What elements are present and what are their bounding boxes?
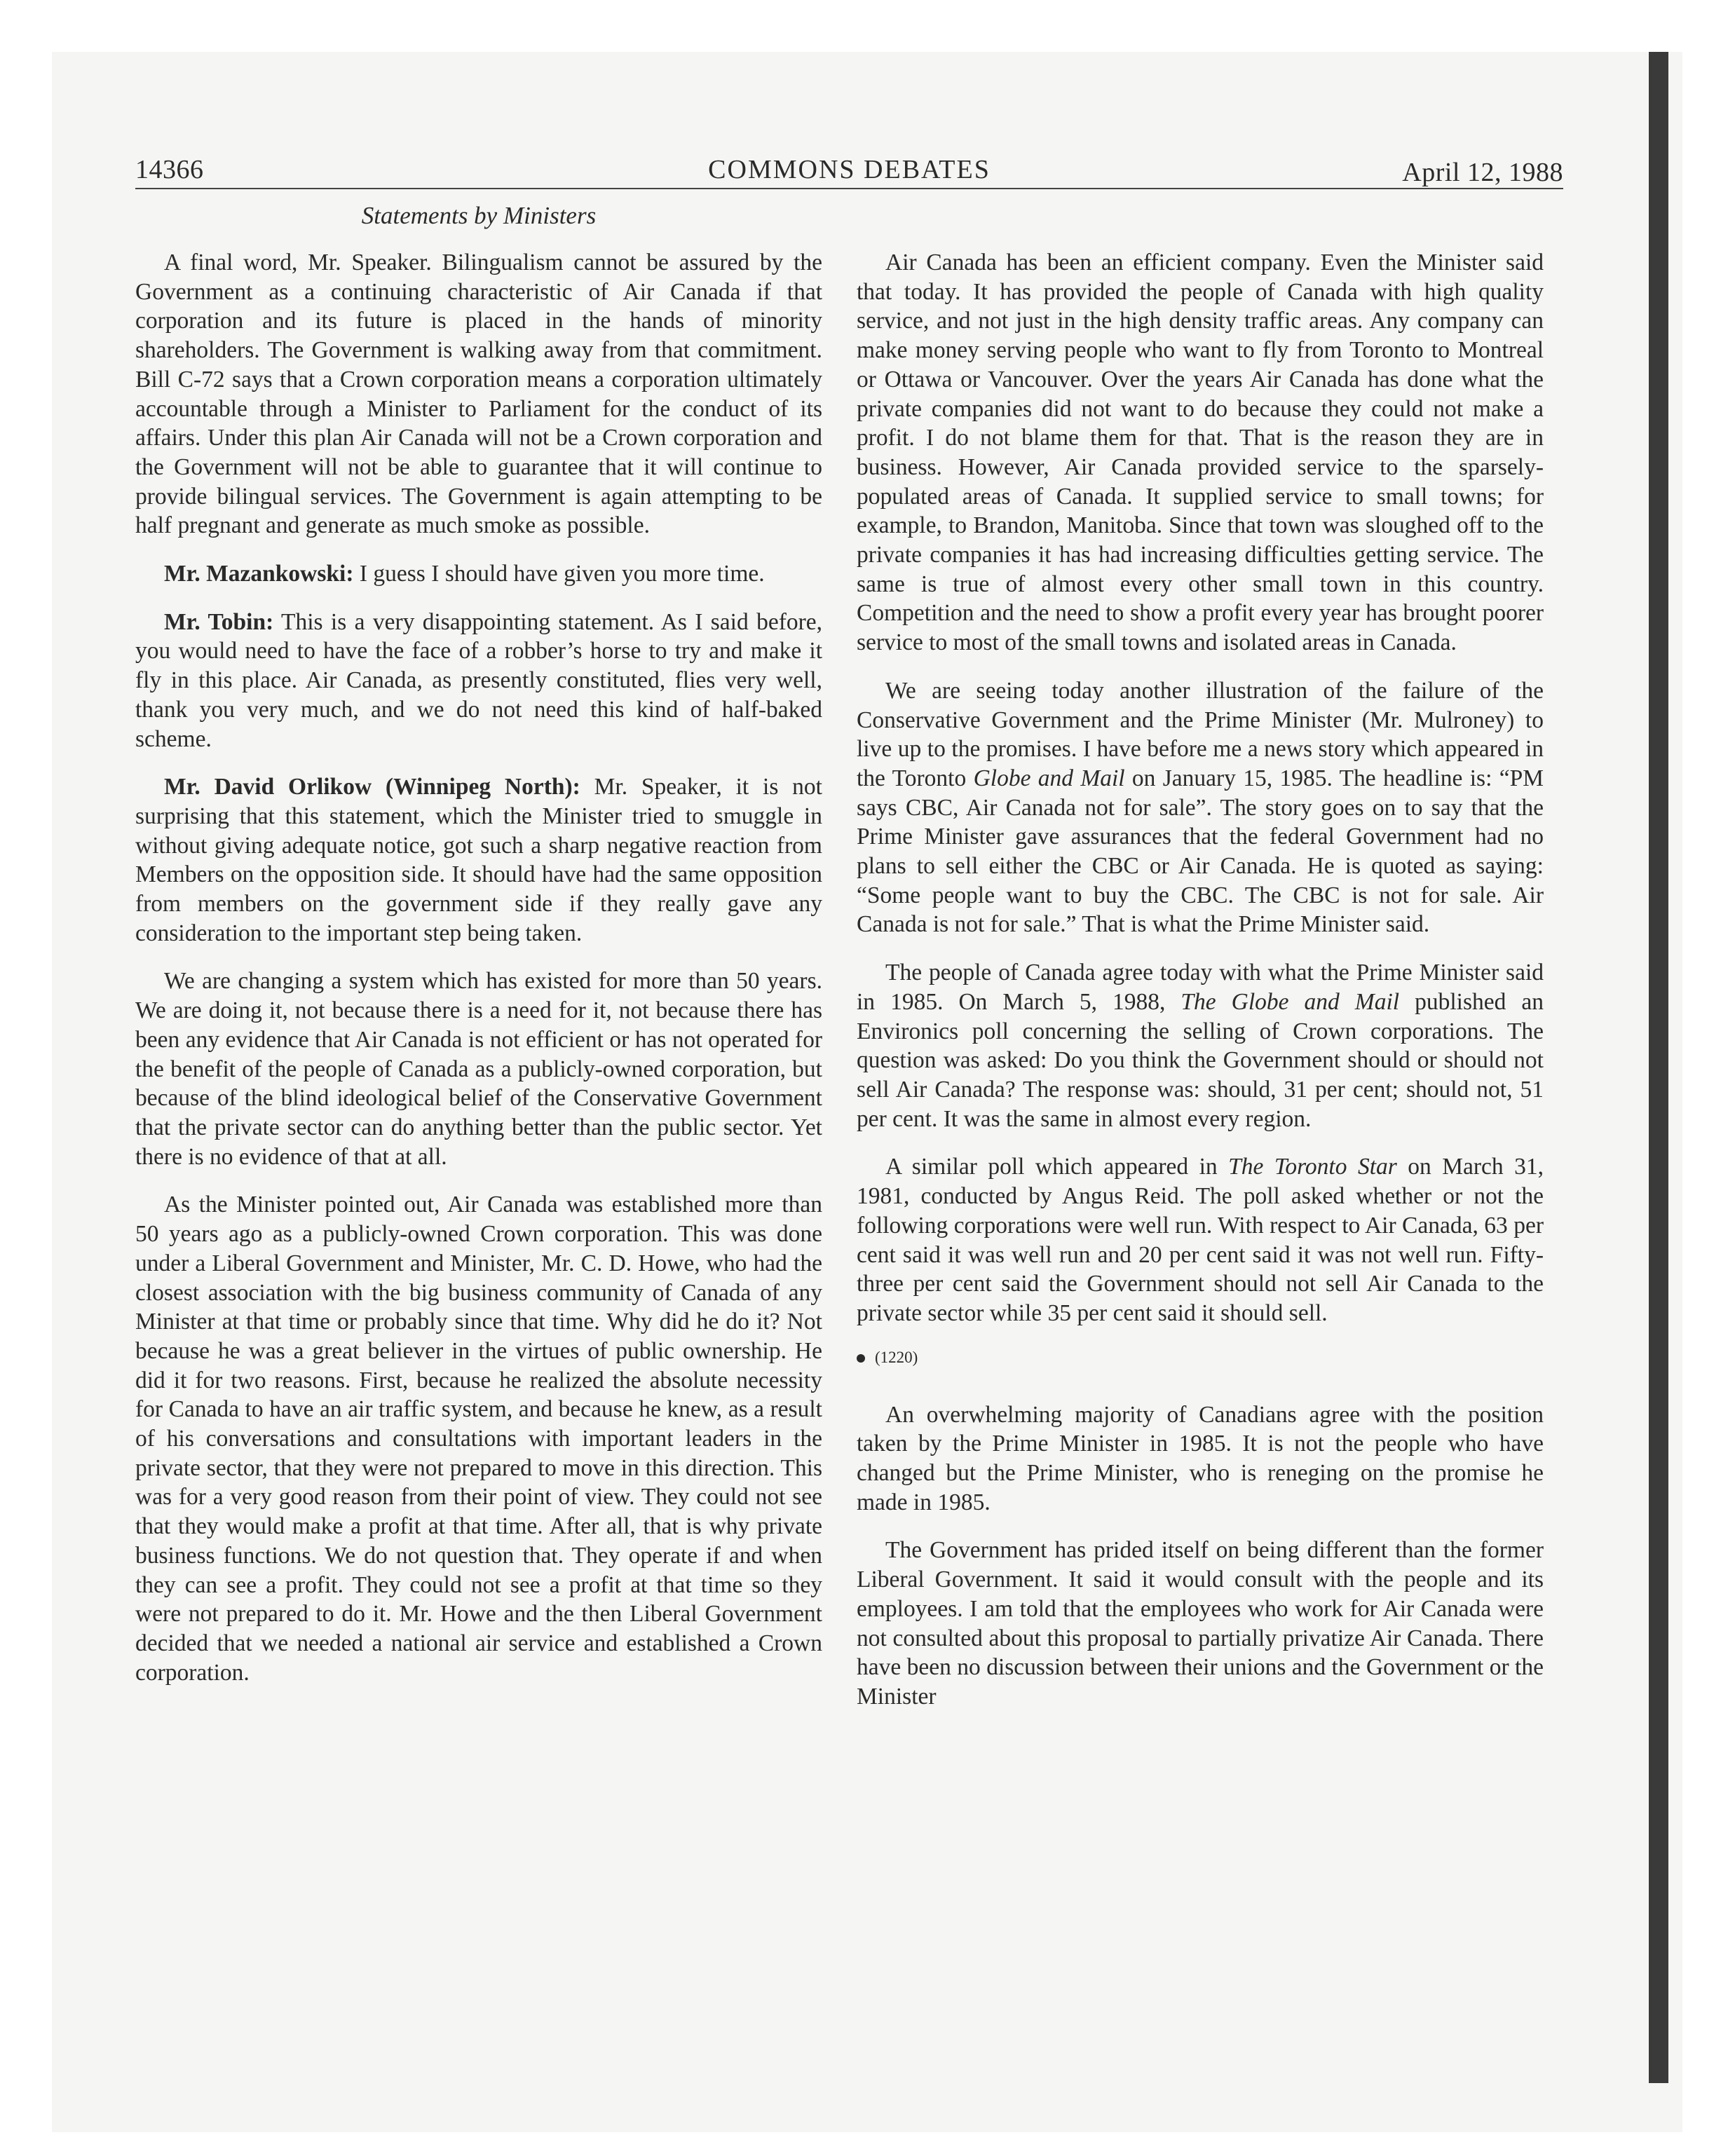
publication-title: COMMONS DEBATES: [708, 155, 991, 184]
publication-name: The Toronto Star: [1228, 1154, 1397, 1180]
paragraph: A final word, Mr. Speaker. Bilingualism cannot be assured by the Government as a continuing characteristic of Air Canada if that corporation and its future is placed in the hands of minority shareholders. The Government is walking away from that commitment. Bill C-72 says that a Crown corporation means a corporation ultimately accountable through a Minister to Parliament for the conduct of its affairs. Under this plan Air Canada will not be a Crown corporation and the Government will not be able to guarantee that it will continue to provide bilingual services. The Government is again attempting to be half pregnant and generate as much smoke as possible.: [135, 250, 822, 539]
text-run: The people of Canada agree today with what the Prime Minister said in 1985. On March 5, 1988,: [857, 960, 1544, 1015]
speech-text: I guess I should have given you more time.: [353, 561, 765, 587]
left-column: [135, 248, 822, 1706]
time-marker: [857, 1347, 1544, 1368]
paragraph: Air Canada has been an efficient company. Even the Minister said that today. It has provided the people of Canada with high quality service, and not just in the high density traffic areas. Any company can make money serving people who want to fly from Toronto to Montreal or Ottawa or Vancouver. Over the years Air Canada has done what the private companies did not want to do because they could not make a profit. I do not blame them for that. That is the reason they are in business. However, Air Canada provided service to the sparsely-populated areas of Canada. It supplied service to small towns; for example, to Brandon, Manitoba. Since that town was sloughed off to the private companies it has had increasing difficulties getting service. The same is true of almost every other small town in this country. Competition and the need to show a profit every year has brought poorer service to most of the small towns and isolated areas in Canada.: [857, 250, 1544, 656]
header-rule: [135, 188, 1563, 189]
text-run: published an Environics poll concerning the selling of Crown corporations. The question was asked: Do you think the Government should or should not sell Air Canada? The response was: should, 31 per cent; should not, 51 per cent. It was the same in almost every region.: [857, 988, 1544, 1132]
paragraph: [135, 772, 822, 948]
speaker-name: Mr. Tobin:: [164, 608, 274, 635]
time-marker-text: (1220): [875, 1348, 918, 1366]
right-column: [857, 248, 1544, 1731]
publication-date: April 12, 1988: [1402, 158, 1563, 187]
publication-name: Globe and Mail: [973, 765, 1125, 791]
speech-text: Mr. Speaker, it is not surprising that this statement, which the Minister tried to smuggle in without giving adequate notice, got such a sharp negative reaction from Members on the opposition side. It should have had the same opposition from members on the government side if they really gave any consideration to the important step being taken.: [135, 774, 822, 946]
text-run: on January 15, 1985. The headline is: “PM says CBC, Air Canada not for sale”. The story goes on to say that the Prime Minister gave assurances that the federal Government had no plans to sell either the CBC or Air Canada. He is quoted as saying: “Some people want to buy the CBC. The CBC is not for sale. Air Canada is not for sale.” That is what the Prime Minister said.: [857, 765, 1544, 938]
bullet-icon: [857, 1354, 865, 1363]
section-title: Statements by Ministers: [361, 202, 597, 229]
paragraph: We are changing a system which has existed for more than 50 years. We are doing it, not because there is a need for it, not because there has been any evidence that Air Canada is not efficient or has not operated for the benefit of the people of Canada as a publicly-owned corporation, but because of the blind ideological belief of the Conservative Government that the private sector can do anything better than the public sector. Yet there is no evidence of that at all.: [135, 968, 822, 1170]
text-run: We are seeing today another illustration of the failure of the Conservative Government and the Prime Minister (Mr. Mulroney) to live up to the promises. I have before me a news story which appeared in the Toronto: [857, 677, 1544, 791]
speech-text: This is a very disappointing statement. As I said before, you would need to have the face of a robber’s horse to try and make it fly in this place. Air Canada, as presently constituted, flies very well, thank you very much, and we do not need this kind of half-baked scheme.: [135, 608, 822, 752]
text-run: on March 31, 1981, conducted by Angus Reid. The poll asked whether or not the following corporations were well run. With respect to Air Canada, 63 per cent said it was well run and 20 per cent said it was not well run. Fifty-three per cent said the Government should not sell Air Canada to the private sector while 35 per cent said it should sell.: [857, 1154, 1544, 1326]
paragraph: [857, 958, 1544, 1133]
paragraph: [135, 608, 822, 754]
text-run: A similar poll which appeared in: [885, 1154, 1229, 1180]
speaker-name: Mr. David Orlikow (Winnipeg North):: [164, 774, 580, 800]
paragraph: [857, 676, 1544, 939]
publication-name: The Globe and Mail: [1181, 988, 1400, 1015]
paragraph: [135, 559, 822, 589]
paragraph: [857, 1152, 1544, 1328]
paragraph: An overwhelming majority of Canadians agree with the position taken by the Prime Minister in 1985. It is not the people who have changed but the Prime Minister, who is reneging on the promise he made in 1985.: [857, 1401, 1544, 1515]
running-header: [135, 154, 1563, 189]
speaker-name: Mr. Mazankowski:: [164, 561, 354, 587]
binding-edge: [1649, 52, 1668, 2083]
paragraph: As the Minister pointed out, Air Canada was established more than 50 years ago as a publicly-owned Crown corporation. This was done under a Liberal Government and Minister, Mr. C. D. Howe, who had the closest association with the big business community of Canada of any Minister at that time or probably since that time. Why did he do it? Not because he was a great believer in the virtues of public ownership. He did it for two reasons. First, because he realized the absolute necessity for Canada to have an air traffic system, and because he knew, as a result of his conversations and consultations with important leaders in the private sector, that they were not prepared to move in this direction. This was for a very good reason from their point of view. They could not see that they would make a profit at that time. After all, that is why private business functions. We do not question that. They operate if and when they can see a profit. They could not see a profit at that time so they were not prepared to do it. Mr. Howe and the then Liberal Government decided that we needed a national air service and established a Crown corporation.: [135, 1192, 822, 1686]
paragraph: The Government has prided itself on being different than the former Liberal Government. It said it would consult with the people and its employees. I am told that the employees who work for Air Canada were not consulted about this proposal to partially privatize Air Canada. There have been no discussion between their unions and the Government or the Minister: [857, 1537, 1544, 1710]
page-number: 14366: [135, 155, 204, 184]
